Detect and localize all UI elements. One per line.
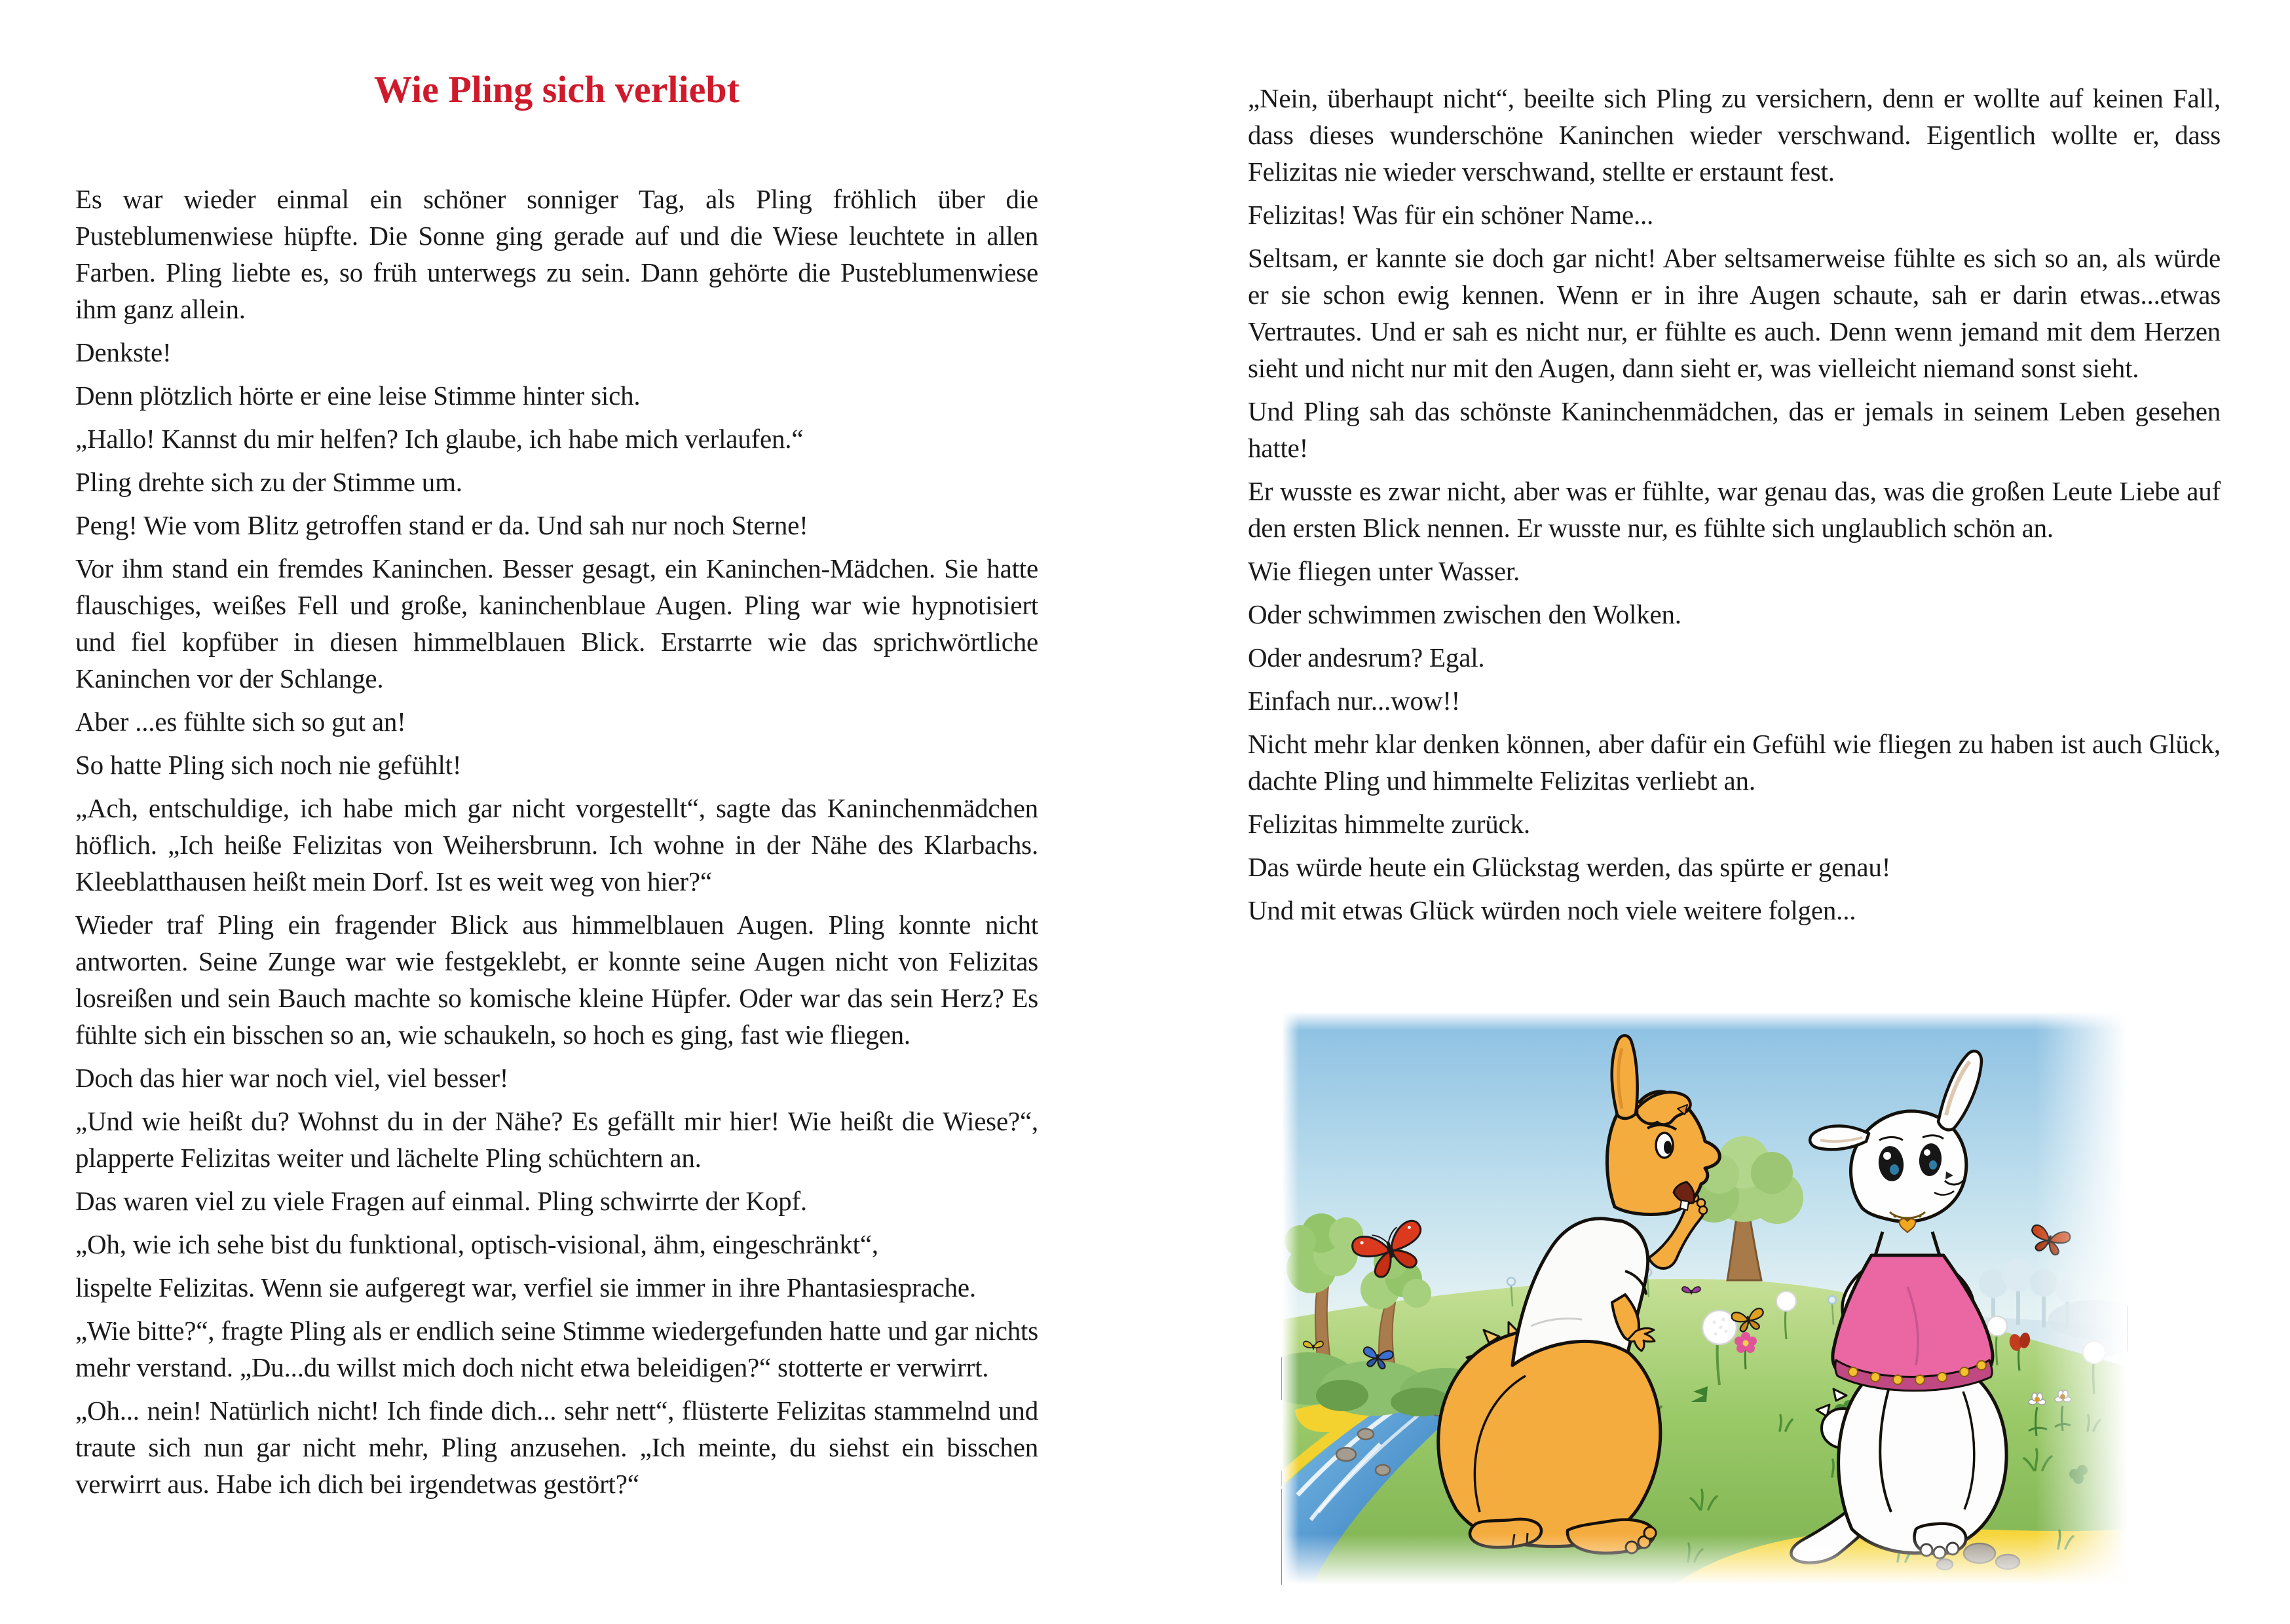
edge-fade-right <box>2035 1012 2127 1585</box>
story-paragraph: Aber ...es fühlte sich so gut an! <box>75 707 406 737</box>
story-paragraph: „Und wie heißt du? Wohnst du in der Nähe? Es gefällt mir hier! Wie heißt die Wiese?“, plapperte Felizitas weiter und lächelte Pling schüchtern an. <box>75 1106 1038 1173</box>
meadow-illustration <box>1281 1012 2128 1585</box>
story-paragraph: Wieder traf Pling ein fragender Blick aus himmelblauen Augen. Pling konnte nicht antworten. Seine Zunge war wie festgeklebt, er konnte seine Augen nicht von Felizitas losreißen und sein Bauch machte so komische kleine Hüpfer. Oder war das sein Herz? Es fühlte sich ein bisschen so an, wie schaukeln, so hoch es ging, fast wie fliegen. <box>75 910 1038 1050</box>
edge-fade-top <box>1282 1012 2127 1030</box>
story-paragraph: Oder andesrum? Egal. <box>1248 642 1485 673</box>
story-paragraph: Doch das hier war noch viel, viel besser! <box>75 1063 509 1093</box>
story-paragraph: „Nein, überhaupt nicht“, beeilte sich Pling zu versichern, denn er wollte auf keinen Fall, dass dieses wunderschöne Kaninchen wieder verschwand. Eigentlich wollte er, dass Felizitas nie wieder verschwand, stellte er erstaunt fest. <box>1248 83 2221 187</box>
story-paragraph: Seltsam, er kannte sie doch gar nicht! Aber seltsamerweise fühlte es sich so an, als würde er sie schon ewig kennen. Wenn er in ihre Augen schaute, sah er darin etwas...etwas Vertrautes. Und er sah es nicht nur, er fühlte es auch. Denn wenn jemand mit dem Herzen sieht und nicht nur mit den Augen, dann sieht er, was vielleicht niemand sonst sieht. <box>1248 243 2221 383</box>
story-paragraph: Denkste! <box>75 337 172 367</box>
story-paragraph: Das würde heute ein Glückstag werden, das spürte er genau! <box>1248 852 1891 882</box>
story-paragraph: Das waren viel zu viele Fragen auf einmal. Pling schwirrte der Kopf. <box>75 1186 807 1216</box>
story-paragraph: Pling drehte sich zu der Stimme um. <box>75 467 462 497</box>
story-paragraph: „Oh... nein! Natürlich nicht! Ich finde dich... sehr nett“, flüsterte Felizitas stammelnd und traute sich nun gar nicht mehr, Pling anzusehen. „Ich meinte, du siehst ein bisschen verwirrt aus. Habe ich dich bei irgendetwas gestört?“ <box>75 1395 1038 1499</box>
story-paragraph: „Hallo! Kannst du mir helfen? Ich glaube, ich habe mich verlaufen.“ <box>75 424 804 454</box>
edge-fade-left <box>1282 1012 1299 1585</box>
story-paragraph: Es war wieder einmal ein schöner sonniger Tag, als Pling fröhlich über die Pusteblumenwiese hüpfte. Die Sonne ging gerade auf und die Wiese leuchtete in allen Farben. Pling liebte es, so früh unterwegs zu sein. Dann gehörte die Pusteblumenwiese ihm ganz allein. <box>75 184 1038 324</box>
story-paragraph: lispelte Felizitas. Wenn sie aufgeregt war, verfiel sie immer in ihre Phantasiesprache. <box>75 1272 976 1302</box>
story-paragraph: Oder schwimmen zwischen den Wolken. <box>1248 599 1681 629</box>
story-paragraph: „Wie bitte?“, fragte Pling als er endlich seine Stimme wiedergefunden hatte und gar nichts mehr verstand. „Du...du willst mich doch nicht etwa beleidigen?“ stotterte er verwirrt. <box>75 1316 1038 1382</box>
story-paragraph: Vor ihm stand ein fremdes Kaninchen. Besser gesagt, ein Kaninchen-Mädchen. Sie hatte flauschiges, weißes Fell und große, kaninchenblaue Augen. Pling war wie hypnotisiert und fiel kopfüber in diesen himmelblauen Blick. Erstarrte wie das sprichwörtliche Kaninchen vor der Schlange. <box>75 553 1038 693</box>
story-paragraph: Felizitas himmelte zurück. <box>1248 809 1530 839</box>
story-paragraph: Nicht mehr klar denken können, aber dafür ein Gefühl wie fliegen zu haben ist auch Glück, dachte Pling und himmelte Felizitas verliebt an. <box>1248 729 2221 796</box>
story-paragraph: Peng! Wie vom Blitz getroffen stand er da. Und sah nur noch Sterne! <box>75 510 808 540</box>
story-paragraph: Einfach nur...wow!! <box>1248 686 1461 716</box>
story-paragraph: Felizitas! Was für ein schöner Name... <box>1248 200 1654 230</box>
chapter-title: Wie Pling sich verliebt <box>374 68 740 111</box>
story-paragraph: Denn plötzlich hörte er eine leise Stimme hinter sich. <box>75 380 641 411</box>
story-paragraph: „Ach, entschuldige, ich habe mich gar nicht vorgestellt“, sagte das Kaninchenmädchen höflich. „Ich heiße Felizitas von Weihersbrunn. Ich wohne in der Nähe des Klarbachs. Kleeblatthausen heißt mein Dorf. Ist es weit weg von hier?“ <box>75 793 1038 896</box>
story-paragraph: Wie fliegen unter Wasser. <box>1248 556 1520 586</box>
left-page <box>75 69 1038 1509</box>
story-paragraph: So hatte Pling sich noch nie gefühlt! <box>75 750 462 780</box>
story-paragraph: Und mit etwas Glück würden noch viele weitere folgen... <box>1248 895 1856 925</box>
story-paragraph: Und Pling sah das schönste Kaninchenmädchen, das er jemals in seinem Leben gesehen hatte! <box>1248 396 2221 463</box>
edge-fade-bottom <box>1282 1534 2127 1585</box>
story-paragraph: Er wusste es zwar nicht, aber was er fühlte, war genau das, was die großen Leute Liebe auf den ersten Blick nennen. Er wusste nur, es fühlte sich unglaublich schön an. <box>1248 476 2221 543</box>
story-paragraph: „Oh, wie ich sehe bist du funktional, optisch-visional, ähm, eingeschränkt“, <box>75 1229 878 1259</box>
right-page <box>1248 80 2221 935</box>
